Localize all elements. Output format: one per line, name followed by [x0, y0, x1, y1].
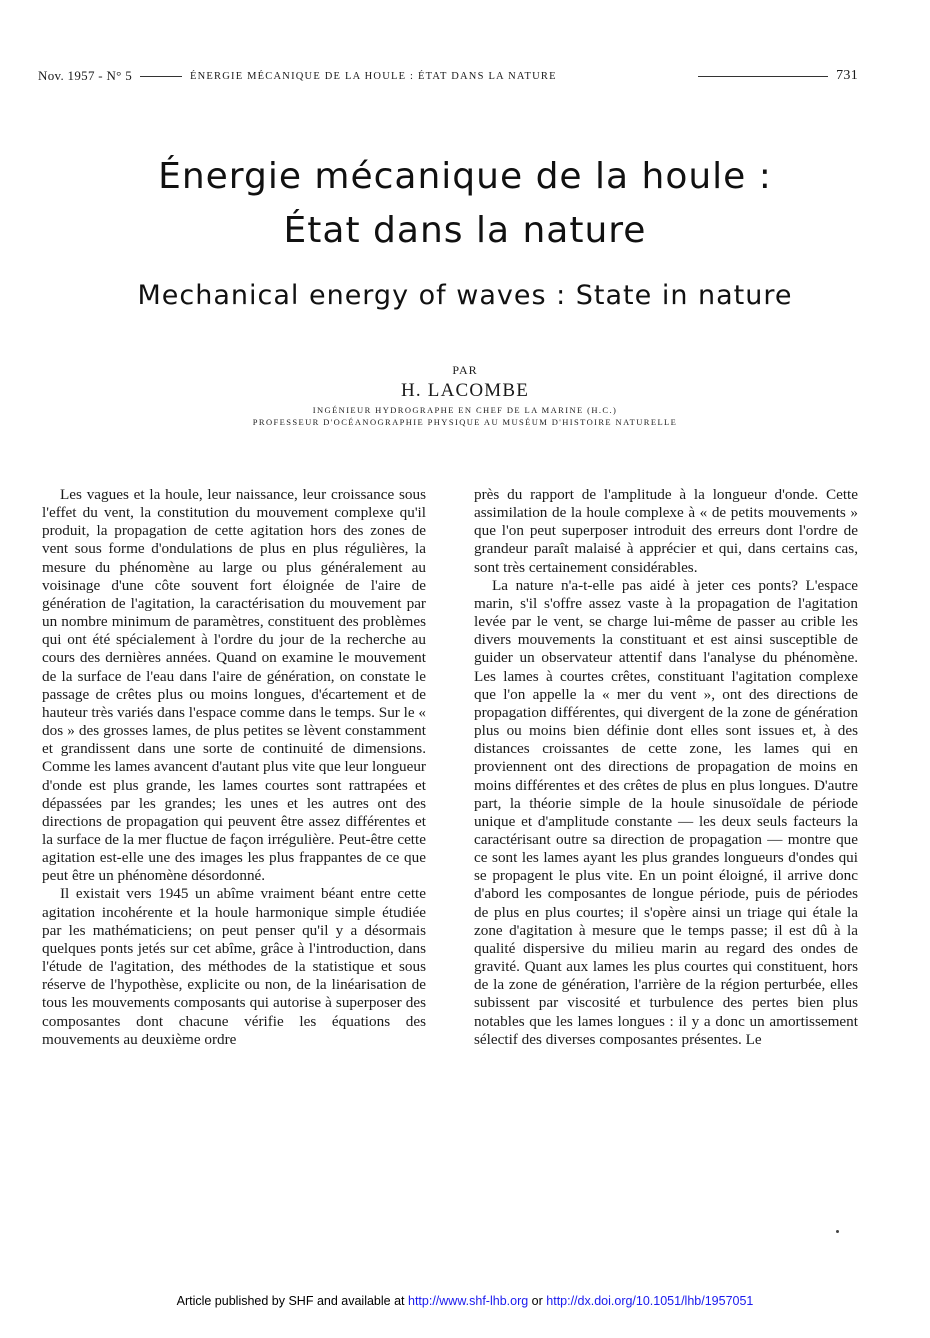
footer-text: Article published by SHF and available at [176, 1294, 408, 1308]
page-number: 731 [836, 68, 858, 83]
print-dot [836, 1230, 839, 1233]
doi-link[interactable]: http://dx.doi.org/10.1051/lhb/1957051 [546, 1294, 754, 1308]
header-rule-left [140, 76, 182, 77]
by-label: PAR [452, 363, 478, 377]
title-line-1: Énergie mécanique de la houle : [158, 156, 772, 197]
running-header [38, 66, 858, 86]
paragraph-continued: près du rapport de l'amplitude à la longueur d'onde. Cette assimilation de la houle complexe à « de petits mouvements » que l'on peut superposer introduit des erreurs dont l'ordre de grandeur paraît malaisé à apprécier et qui, dans certains cas, sont très certainement considérables. [474, 486, 858, 576]
author-name: H. LACOMBE [400, 380, 530, 401]
title-line-2: État dans la nature [283, 210, 647, 251]
shf-link[interactable]: http://www.shf-lhb.org [408, 1294, 529, 1308]
issue-info: Nov. 1957 - N° 5 [38, 68, 133, 83]
running-title: ÉNERGIE MÉCANIQUE DE LA HOULE : ÉTAT DANS LA NATURE [190, 70, 557, 82]
english-subtitle: Mechanical energy of waves : State in nature [137, 280, 793, 311]
paragraph: Il existait vers 1945 un abîme vraiment béant entre cette agitation incohérente et la houle harmonique simple étudiée par les mathématiciens; on peut penser qu'il y a désormais quelques ponts jetés sur cet abîme, grâce à l'introduction, dans l'étude de l'agitation, des méthodes de la statistique et sous réserve de l'hypothèse, explicite ou non, de la linéarisation de tous les mouvements composants qui autorise à superposer des composantes dont chacune vérifie les équations des mouvements au deuxième ordre [42, 885, 426, 1048]
paragraph: Les vagues et la houle, leur naissance, leur croissance sous l'effet du vent, la constitution du mouvement complexe qu'il produit, la propagation de cette agitation hors des zones de vent sous forme d'ondulations de plus en plus régulières, la mesure du phénomène au large ou plus généralement au voisinage d'une côte souvent fort éloignée de l'aire de génération de l'agitation, la caractérisation du mouvement par un nombre minimum de paramètres, constituent des problèmes qui ont été spécialement à l'ordre du jour de la recherche au cours des dernières années. Quand on examine le mouvement de la surface de l'eau dans l'aire de génération, on constate le passage de crêtes plus ou moins longues, d'écartement et de hauteur très variés dans l'espace comme dans le temps. Sur le « dos » des grosses lames, de plus petites se lèvent constamment et grandissent dans une sorte de continuité de dimensions. Comme les lames avancent d'autant plus vite que leur longueur d'onde est plus grande, les lames courtes sont rattrapées et dépassées par les grandes; les unes et les autres ont des directions de propagation qui peuvent être assez différentes et la surface de la mer fluctue de façon irrégulière. Peut-être cette agitation est-elle une des images les plus frappantes de ce que peut être un phénomène désordonné. [42, 486, 426, 885]
left-column [42, 486, 426, 1206]
body-columns [42, 486, 858, 1206]
title-block [0, 150, 930, 314]
header-rule-right [698, 76, 828, 77]
author-affiliation-1: INGÉNIEUR HYDROGRAPHE EN CHEF DE LA MARINE (H.C.) [312, 405, 618, 415]
byline [0, 362, 930, 428]
publication-footer [0, 1294, 930, 1308]
right-column [474, 486, 858, 1206]
footer-or: or [528, 1294, 547, 1308]
author-affiliation-2: PROFESSEUR D'OCÉANOGRAPHIE PHYSIQUE AU MUSÉUM D'HISTOIRE NATURELLE [252, 417, 678, 427]
paragraph: La nature n'a-t-elle pas aidé à jeter ces ponts? L'espace marin, s'il s'offre assez vaste à la propagation de l'agitation levée par le vent, se charge lui-même de passer au crible les divers mouvements la constituant et est ainsi susceptible de guider un observateur attentif dans l'analyse du phénomène. Les lames à courtes crêtes, constituant l'agitation complexe que l'on appelle la « mer du vent », ont des directions de propagation différentes, qui divergent de la zone de génération plus ou moins bien définie dont elles sont issues et, à des distances croissantes de cette zone, les lames qui en proviennent ont des directions de propagation de moins en moins différentes et des crêtes de plus en plus longues. D'autre part, la théorie simple de la houle sinusoïdale de période unique et d'amplitude constante — les deux seuls facteurs la caractérisant outre sa direction de propagation — montre que ce sont les lames ayant les plus grandes longueurs d'ondes qui se propagent le plus vite. En un point éloigné, il arrive donc d'abord les composantes de longue période, puis de périodes de plus en plus courtes; il s'opère ainsi un triage qui étale la zone d'agitation à mesure que le temps passe; il est dû à la qualité dispersive du milieu marin au regard des ondes de gravité. Quant aux lames les plus courtes qui constituent, hors de la zone de génération, l'arrière de la région perturbée, elles subissent par viscosité et turbulence des pertes bien plus notables que les lames longues : il y a donc un amortissement sélectif des diverses composantes présentes. Le [474, 576, 858, 1048]
